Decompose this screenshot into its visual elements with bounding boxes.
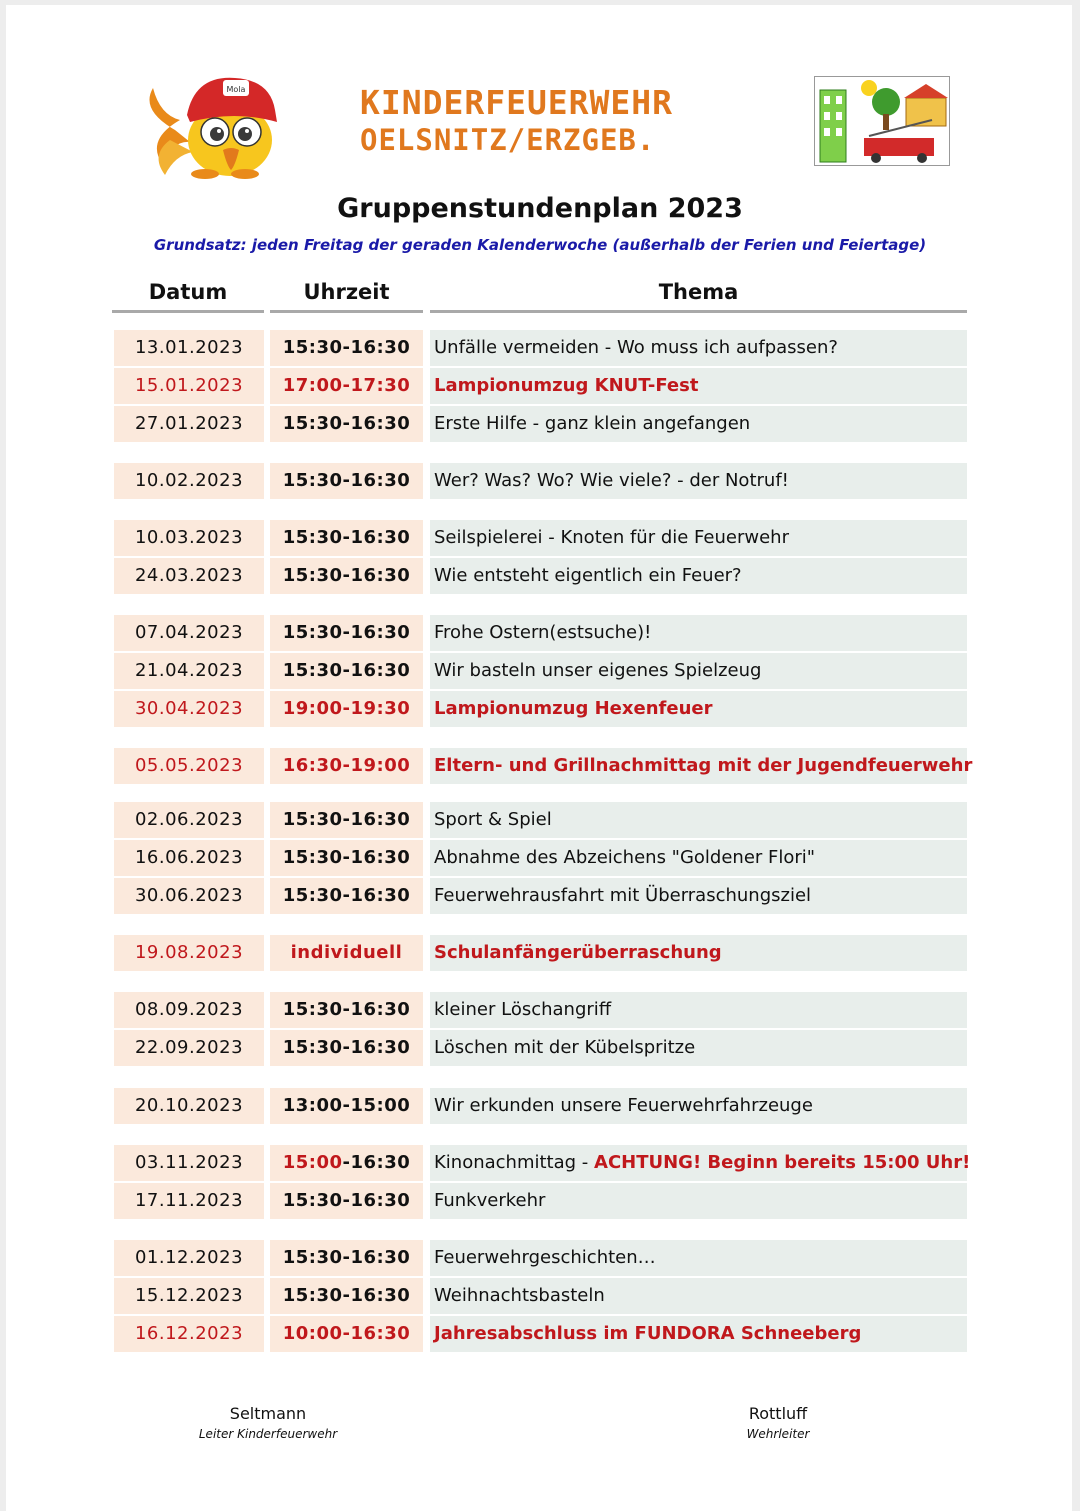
time-cell: individuell	[270, 935, 423, 971]
date-cell: 05.05.2023	[114, 748, 264, 784]
brand-wordmark	[360, 84, 740, 158]
signature-left-name: Seltmann	[229, 1404, 307, 1423]
topic-text: Kinonachmittag -	[434, 1152, 595, 1173]
topic-cell: Feuerwehrgeschichten…	[430, 1240, 967, 1276]
topic-cell: Eltern- und Grillnachmittag mit der Jugendfeuerwehr	[430, 748, 967, 784]
topic-cell: Feuerwehrausfahrt mit Überraschungsziel	[430, 878, 967, 914]
date-cell: 10.02.2023	[114, 463, 264, 499]
brand-line-2: OELSNITZ/ERZGEB.	[360, 123, 656, 157]
column-header-time: Uhrzeit	[270, 280, 423, 313]
signature-left-role: Leiter Kinderfeuerwehr	[198, 1427, 338, 1441]
table-row	[0, 1316, 1080, 1352]
signature-right-role: Wehrleiter	[746, 1427, 810, 1441]
time-cell: 15:30-16:30	[270, 1183, 423, 1219]
table-row	[0, 615, 1080, 651]
schedule-principle-note: Grundsatz: jeden Freitag der geraden Kalenderwoche (außerhalb der Ferien und Feiertage)	[153, 236, 927, 254]
topic-cell: Frohe Ostern(estsuche)!	[430, 615, 967, 651]
topic-cell: Schulanfängerüberraschung	[430, 935, 967, 971]
date-cell: 30.04.2023	[114, 691, 264, 727]
topic-cell: Unfälle vermeiden - Wo muss ich aufpassen?	[430, 330, 967, 366]
topic-cell: Wir erkunden unsere Feuerwehrfahrzeuge	[430, 1088, 967, 1124]
date-cell: 21.04.2023	[114, 653, 264, 689]
table-row	[0, 558, 1080, 594]
topic-cell: Funkverkehr	[430, 1183, 967, 1219]
chick-firefighter-mascot-icon	[135, 70, 280, 182]
table-row	[0, 520, 1080, 556]
date-cell: 02.06.2023	[114, 802, 264, 838]
time-cell: 15:30-16:30	[270, 330, 423, 366]
table-row	[0, 878, 1080, 914]
time-cell: 10:00-16:30	[270, 1316, 423, 1352]
svg-text:Mola: Mola	[226, 85, 246, 94]
date-cell: 10.03.2023	[114, 520, 264, 556]
topic-cell: Löschen mit der Kübelspritze	[430, 1030, 967, 1066]
time-cell: 15:30-16:30	[270, 653, 423, 689]
date-cell: 22.09.2023	[114, 1030, 264, 1066]
time-cell: 15:30-16:30	[270, 1030, 423, 1066]
table-row	[0, 840, 1080, 876]
time-cell: 16:30-19:00	[270, 748, 423, 784]
date-cell: 16.12.2023	[114, 1316, 264, 1352]
topic-cell: Wer? Was? Wo? Wie viele? - der Notruf!	[430, 463, 967, 499]
table-row	[0, 1030, 1080, 1066]
table-row	[0, 748, 1080, 784]
date-cell: 20.10.2023	[114, 1088, 264, 1124]
table-row	[0, 1183, 1080, 1219]
date-cell: 03.11.2023	[114, 1145, 264, 1181]
column-header-date: Datum	[112, 280, 264, 313]
topic-cell: Abnahme des Abzeichens "Goldener Flori"	[430, 840, 967, 876]
time-cell: 15:30-16:30	[270, 1278, 423, 1314]
topic-cell	[430, 1145, 971, 1181]
date-cell: 01.12.2023	[114, 1240, 264, 1276]
time-start-warning: 15:00	[282, 1152, 343, 1173]
date-cell: 27.01.2023	[114, 406, 264, 442]
signature-left	[158, 1403, 378, 1443]
time-cell: 15:30-16:30	[270, 520, 423, 556]
time-cell: 15:30-16:30	[270, 615, 423, 651]
topic-cell: Wie entsteht eigentlich ein Feuer?	[430, 558, 967, 594]
time-cell: 15:30-16:30	[270, 992, 423, 1028]
column-header-topic: Thema	[430, 280, 967, 313]
time-cell: 15:30-16:30	[270, 406, 423, 442]
time-cell: 19:00-19:30	[270, 691, 423, 727]
date-cell: 17.11.2023	[114, 1183, 264, 1219]
table-row	[0, 406, 1080, 442]
topic-cell: Wir basteln unser eigenes Spielzeug	[430, 653, 967, 689]
signature-right-name: Rottluff	[748, 1404, 808, 1423]
table-row	[0, 653, 1080, 689]
topic-cell: Lampionumzug KNUT-Fest	[430, 368, 967, 404]
date-cell: 24.03.2023	[114, 558, 264, 594]
table-row	[0, 691, 1080, 727]
brand-line-1: KINDERFEUERWEHR	[360, 83, 674, 122]
topic-cell: kleiner Löschangriff	[430, 992, 967, 1028]
time-cell: 17:00-17:30	[270, 368, 423, 404]
time-cell	[270, 1145, 423, 1181]
table-row	[0, 992, 1080, 1028]
topic-cell: Lampionumzug Hexenfeuer	[430, 691, 967, 727]
signature-right	[668, 1403, 888, 1443]
time-cell: 15:30-16:30	[270, 840, 423, 876]
date-cell: 15.01.2023	[114, 368, 264, 404]
date-cell: 13.01.2023	[114, 330, 264, 366]
time-cell: 15:30-16:30	[270, 1240, 423, 1276]
time-cell: 15:30-16:30	[270, 802, 423, 838]
kinder-feuerwehr-sachsen-emblem-icon	[814, 76, 950, 166]
table-row	[0, 935, 1080, 971]
date-cell: 30.06.2023	[114, 878, 264, 914]
topic-cell: Erste Hilfe - ganz klein angefangen	[430, 406, 967, 442]
time-cell: 15:30-16:30	[270, 878, 423, 914]
table-row	[0, 368, 1080, 404]
topic-warning: ACHTUNG! Beginn bereits 15:00 Uhr!	[594, 1152, 971, 1173]
time-end: -16:30	[342, 1152, 411, 1173]
topic-cell: Sport & Spiel	[430, 802, 967, 838]
table-row	[0, 330, 1080, 366]
time-cell: 13:00-15:00	[270, 1088, 423, 1124]
table-row	[0, 1240, 1080, 1276]
topic-cell: Seilspielerei - Knoten für die Feuerwehr	[430, 520, 967, 556]
table-row	[0, 1145, 1080, 1181]
time-cell: 15:30-16:30	[270, 558, 423, 594]
page-title: Gruppenstundenplan 2023	[337, 193, 743, 224]
table-row	[0, 1278, 1080, 1314]
table-row	[0, 1088, 1080, 1124]
table-row	[0, 802, 1080, 838]
date-cell: 16.06.2023	[114, 840, 264, 876]
topic-cell: Jahresabschluss im FUNDORA Schneeberg	[430, 1316, 967, 1352]
date-cell: 08.09.2023	[114, 992, 264, 1028]
date-cell: 15.12.2023	[114, 1278, 264, 1314]
topic-cell: Weihnachtsbasteln	[430, 1278, 967, 1314]
date-cell: 19.08.2023	[114, 935, 264, 971]
date-cell: 07.04.2023	[114, 615, 264, 651]
table-row	[0, 463, 1080, 499]
time-cell: 15:30-16:30	[270, 463, 423, 499]
